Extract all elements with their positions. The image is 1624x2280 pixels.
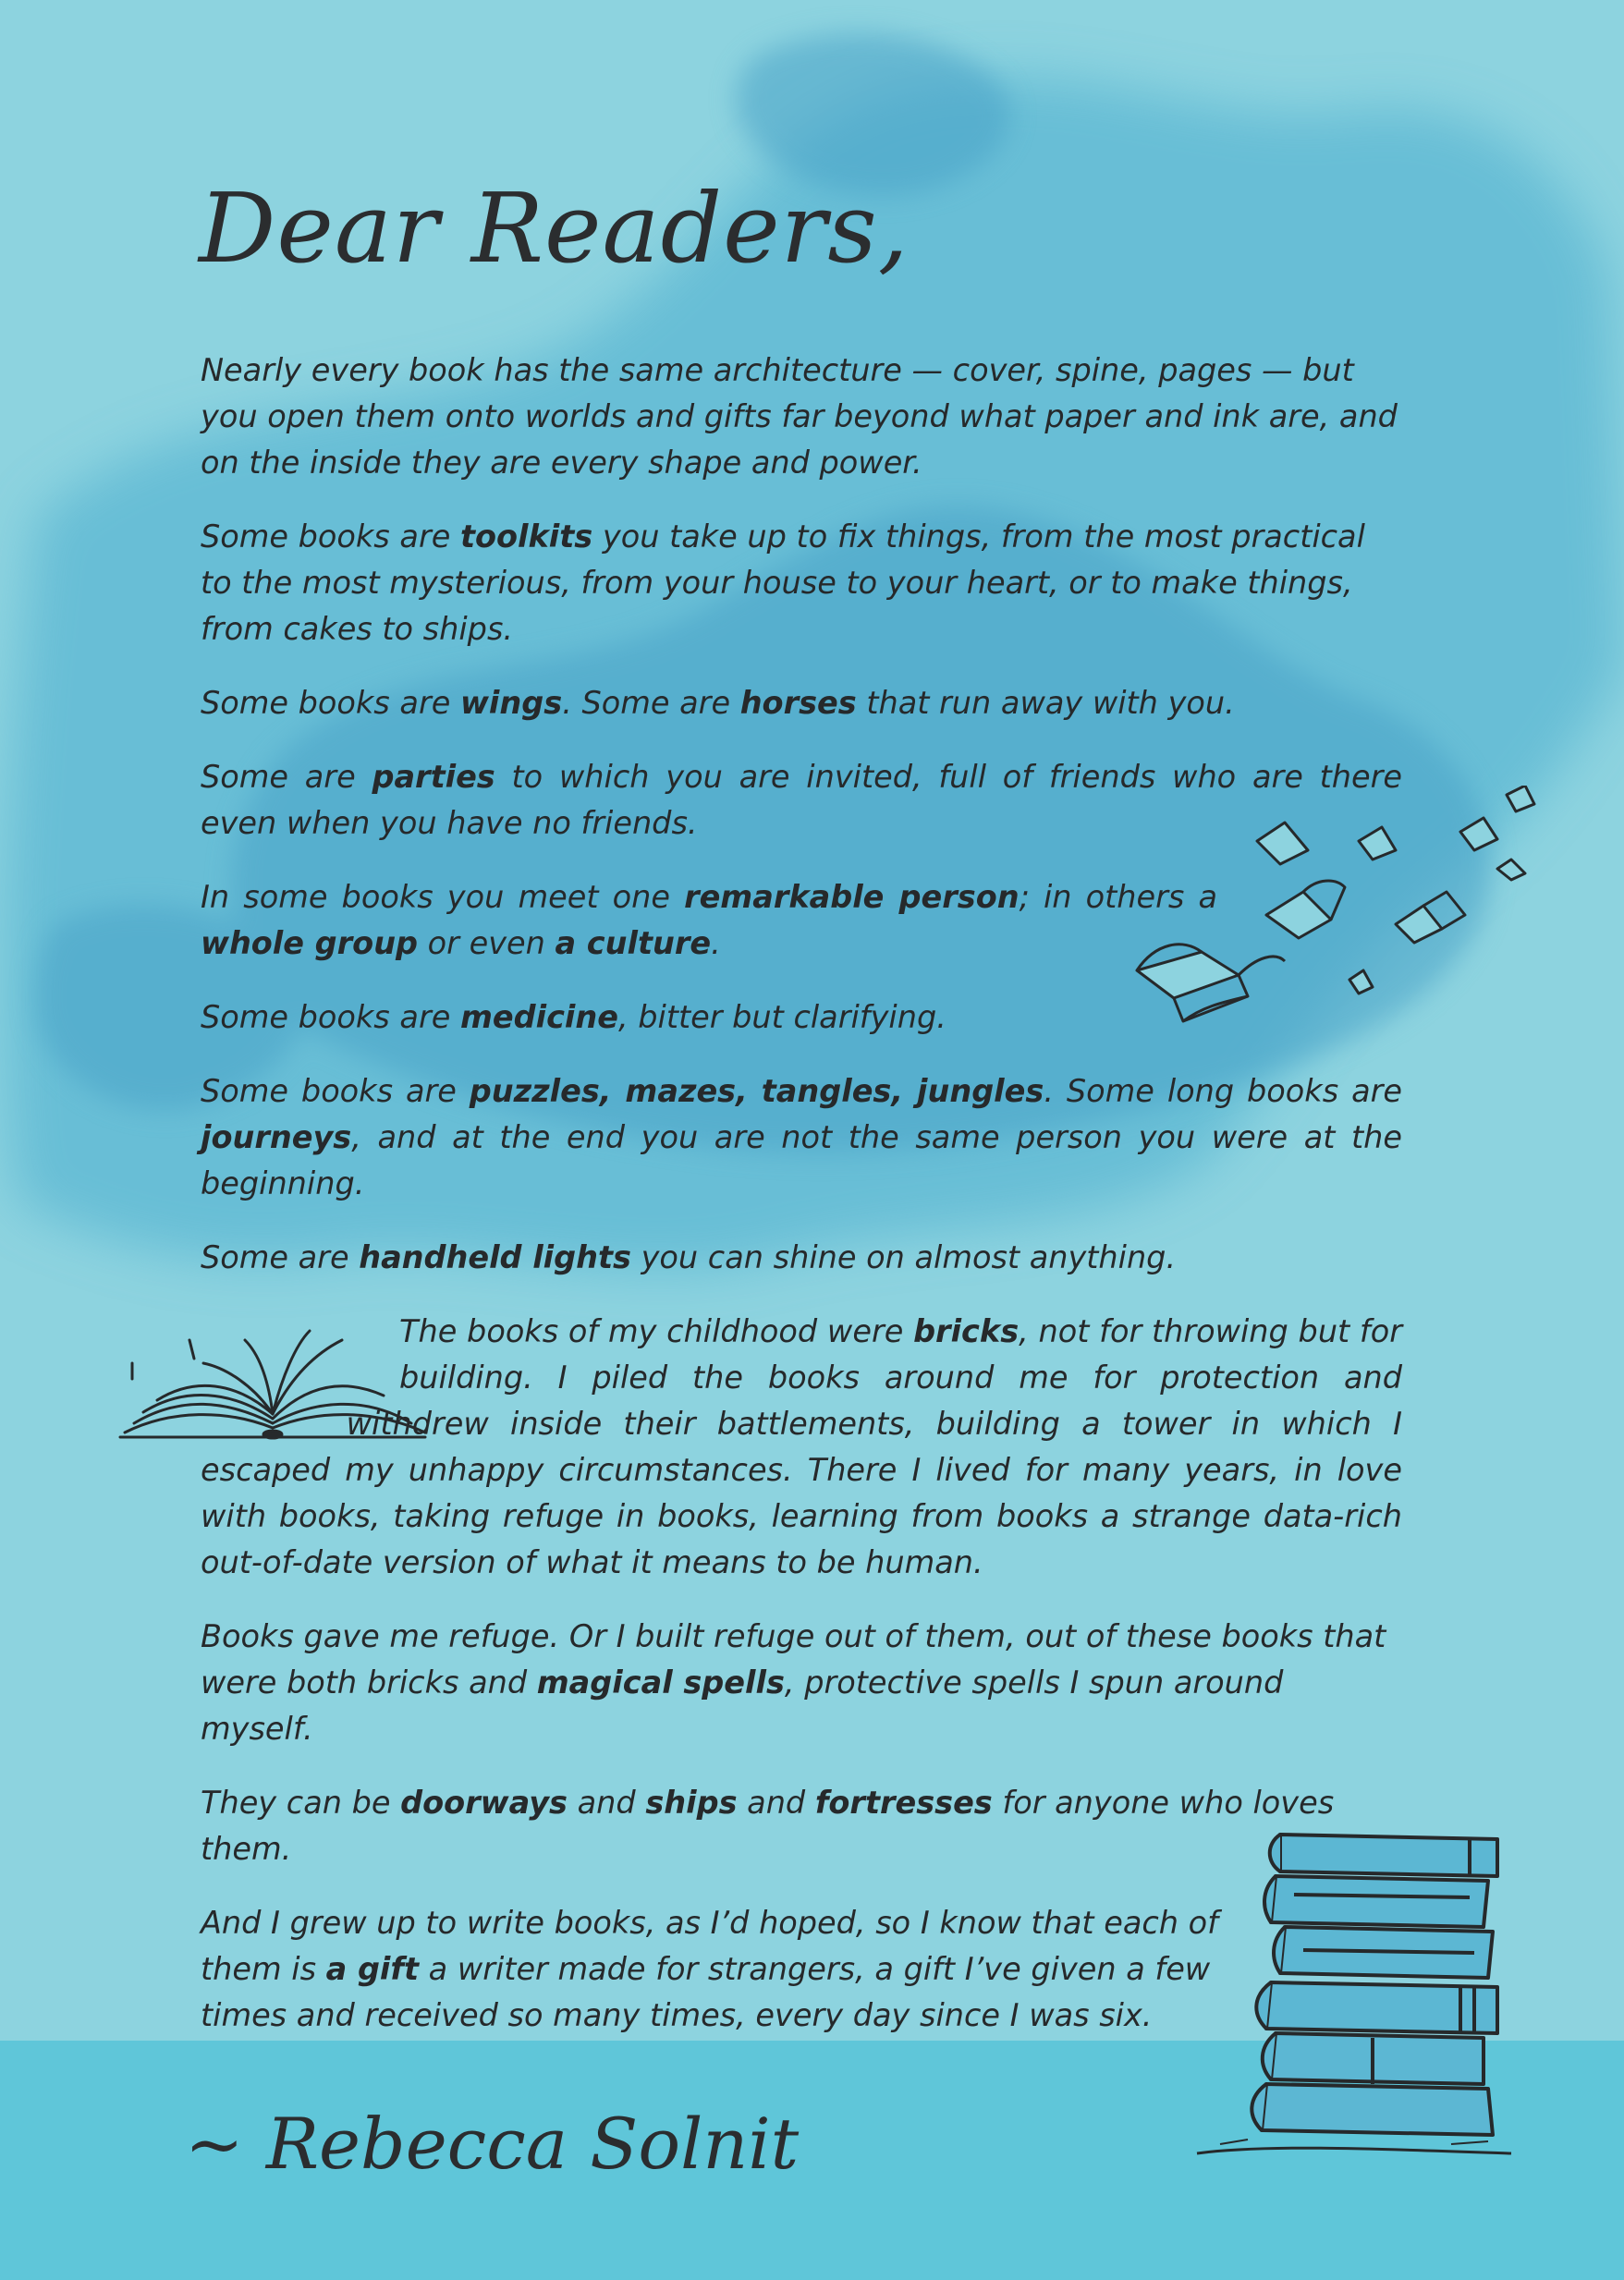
flying-book-small-4	[1460, 818, 1497, 850]
body-text: . Some long books are	[1044, 1073, 1402, 1109]
paragraph-lights	[201, 1235, 1402, 1281]
emphasis-text: a gift	[325, 1951, 419, 1987]
body-text: Some are	[201, 1239, 360, 1275]
emphasis-text: bricks	[913, 1313, 1020, 1349]
flying-book-large	[1137, 945, 1285, 1021]
emphasis-text: fortresses	[814, 1785, 993, 1821]
body-text: Books gave me refuge. Or I built refuge out of them, out of these books that were both bricks and	[201, 1618, 1386, 1701]
body-text: for anyone who loves them.	[201, 1785, 1335, 1867]
body-text: to which you are invited, full of friends who are there even when you have no friends.	[201, 759, 1402, 841]
emphasis-text: ships	[645, 1785, 738, 1821]
emphasis-text: puzzles, mazes, tangles, jungles	[469, 1073, 1044, 1109]
body-text: , protective spells I spun around myself.	[201, 1664, 1284, 1747]
paragraph-toolkits	[201, 514, 1402, 652]
body-text: , and at the end you are not the same person you were at the beginning.	[201, 1119, 1402, 1201]
stack-book-6	[1252, 2084, 1493, 2135]
emphasis-text: remarkable person	[684, 879, 1020, 915]
emphasis-text: parties	[372, 759, 495, 795]
emphasis-text: wings	[459, 685, 563, 721]
body-text: you can shine on almost anything.	[630, 1239, 1177, 1275]
paragraph-puzzles	[201, 1068, 1402, 1207]
flying-book-small-1	[1257, 823, 1308, 864]
stack-book-4	[1256, 1982, 1497, 2033]
stack-book-5	[1263, 2033, 1484, 2084]
body-text: Some are	[201, 759, 372, 795]
paragraph-gift	[201, 1900, 1259, 2039]
paragraph-refuge	[201, 1614, 1402, 1752]
body-text: The books of my childhood were	[399, 1313, 914, 1349]
flying-book-small-5	[1349, 786, 1534, 994]
body-text: ; in others a	[1019, 879, 1218, 915]
body-text: , not for throwing but for building. I piled the books around me for protection and withdrew inside their battlements, building a tower in which I escaped my unhappy circumstances. There I lived for many years, in love with books, taking refuge in books, learning from books a strange data-rich out-of-date version of what it means to be human.	[201, 1313, 1402, 1580]
body-text: Some books are	[201, 999, 460, 1035]
stack-book-1	[1270, 1835, 1497, 1876]
paragraph-remarkable	[201, 874, 1217, 967]
emphasis-text: doorways	[400, 1785, 568, 1821]
body-text: , bitter but clarifying.	[618, 999, 946, 1035]
letter-body	[201, 347, 1402, 2067]
body-text: Some books are	[201, 518, 460, 555]
emphasis-text: horses	[739, 685, 857, 721]
body-text: or even	[418, 925, 556, 961]
emphasis-text: medicine	[459, 999, 618, 1035]
body-text: Some books are	[201, 1073, 470, 1109]
emphasis-text: magical spells	[536, 1664, 785, 1701]
flying-book-small-2	[1396, 892, 1465, 943]
emphasis-text: handheld lights	[359, 1239, 631, 1275]
flying-book-mid	[1266, 881, 1345, 938]
body-text: you take up to fix things, from the most practical to the most mysterious, from your house to your heart, or to make things, from cakes to ships.	[201, 518, 1365, 647]
body-text: Nearly every book has the same architecture — cover, spine, pages — but you open them onto worlds and gifts far beyond what paper and ink are, and on the inside they are every shape and power.	[201, 352, 1398, 481]
body-text: Some books are	[201, 685, 460, 721]
body-text: In some books you meet one	[201, 879, 685, 915]
body-text: . Some are	[562, 685, 740, 721]
stack-book-2	[1264, 1876, 1488, 1927]
flying-books-icon	[1118, 786, 1544, 1044]
open-book-icon	[116, 1322, 434, 1451]
body-text: .	[711, 925, 721, 961]
paragraph-wings	[201, 680, 1402, 726]
emphasis-text: journeys	[201, 1119, 352, 1155]
stack-book-3	[1274, 1927, 1493, 1978]
emphasis-text: whole group	[201, 925, 419, 961]
emphasis-text: a culture	[555, 925, 712, 961]
body-text: and	[567, 1785, 646, 1821]
page-title: Dear Readers,	[199, 172, 910, 285]
body-text: and	[737, 1785, 815, 1821]
body-text: They can be	[201, 1785, 401, 1821]
book-stack-icon	[1192, 1825, 1516, 2167]
flying-book-small-3	[1359, 827, 1396, 860]
paragraph-architecture	[201, 347, 1402, 486]
signature: ~ Rebecca Solnit	[185, 2103, 800, 2185]
body-text: that run away with you.	[856, 685, 1235, 721]
body-text: And I grew up to write books, as I’d hoped, so I know that each of them is	[201, 1905, 1218, 1987]
emphasis-text: toolkits	[459, 518, 593, 555]
body-text: a writer made for strangers, a gift I’ve given a few times and received so many times, every day since I was six.	[201, 1951, 1211, 2033]
